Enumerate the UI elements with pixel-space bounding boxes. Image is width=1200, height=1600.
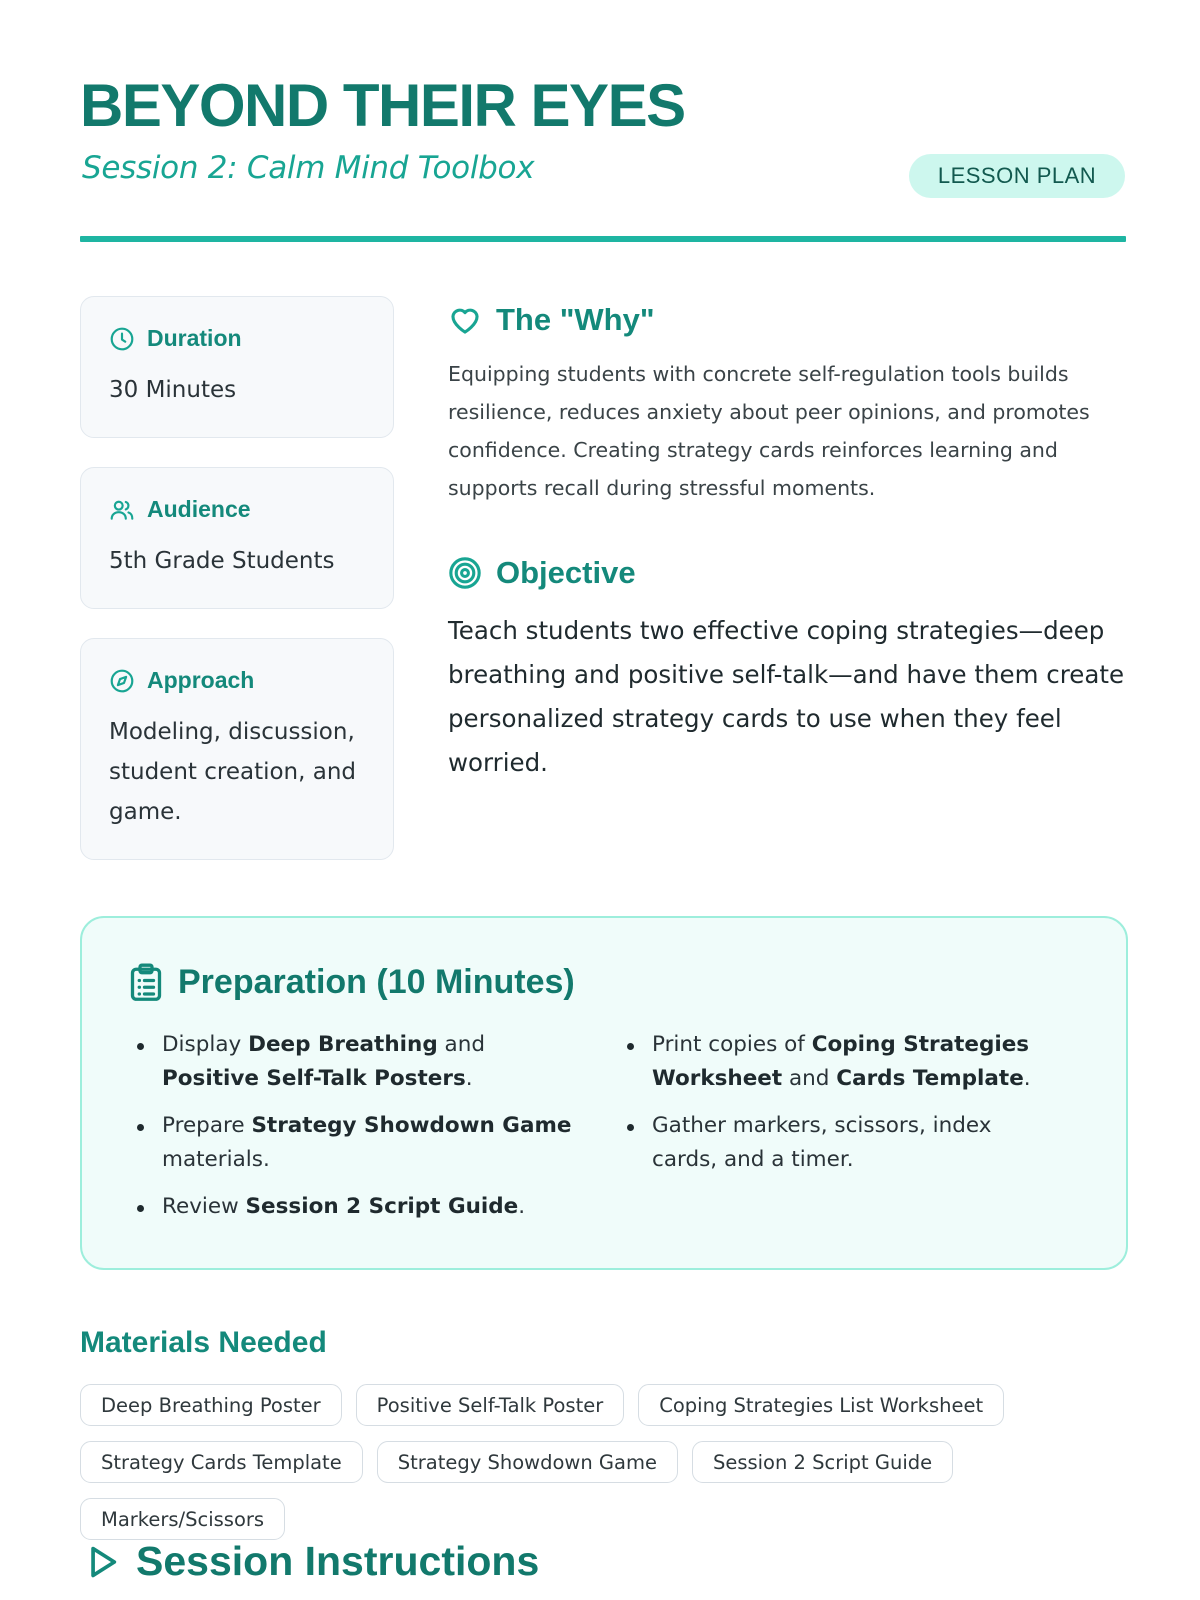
material-chip: Deep Breathing Poster (80, 1384, 342, 1426)
preparation-item: Review Session 2 Script Guide. (132, 1190, 572, 1224)
header-divider (80, 236, 1126, 242)
objective-title: Objective (496, 555, 636, 590)
materials-list (80, 1384, 1140, 1540)
why-title: The "Why" (496, 302, 655, 337)
audience-label: Audience (147, 496, 251, 522)
play-icon (86, 1543, 120, 1581)
why-text: Equipping students with concrete self-regulation tools builds resilience, reduces anxiety about peer opinions, and promotes confidence. Creating strategy cards reinforces learning and supports recall during stressful moments. (448, 362, 1090, 500)
preparation-item: Gather markers, scissors, index cards, and a timer. (622, 1109, 1062, 1177)
preparation-list-right (622, 1028, 1062, 1190)
approach-card (80, 638, 394, 860)
lesson-plan-badge: LESSON PLAN (909, 154, 1125, 198)
heart-icon (448, 303, 482, 337)
session-instructions-heading (86, 1538, 539, 1585)
clipboard-icon (128, 962, 164, 1002)
duration-value: 30 Minutes (109, 377, 237, 403)
preparation-item: Print copies of Coping Strategies Worksheet and Cards Template. (622, 1028, 1062, 1096)
page-title: BEYOND THEIR EYES (80, 72, 685, 139)
preparation-title: Preparation (10 Minutes) (178, 962, 575, 1001)
preparation-item: Display Deep Breathing and Positive Self-Talk Posters. (132, 1028, 572, 1096)
material-chip: Strategy Cards Template (80, 1441, 363, 1483)
audience-value: 5th Grade Students (109, 548, 335, 574)
material-chip: Coping Strategies List Worksheet (638, 1384, 1004, 1426)
compass-icon (109, 668, 135, 694)
clock-icon (109, 326, 135, 352)
why-heading (448, 302, 655, 338)
material-chip: Strategy Showdown Game (377, 1441, 678, 1483)
objective-text: Teach students two effective coping strategies—deep breathing and positive self-talk—and have them create personalized strategy cards to use when they feel worried. (448, 616, 1125, 777)
session-instructions-title: Session Instructions (136, 1538, 540, 1584)
approach-label: Approach (147, 667, 255, 693)
material-chip: Session 2 Script Guide (692, 1441, 953, 1483)
duration-card (80, 296, 394, 438)
audience-card (80, 467, 394, 609)
material-chip: Markers/Scissors (80, 1498, 285, 1540)
preparation-heading (128, 962, 575, 1002)
materials-title: Materials Needed (80, 1326, 327, 1359)
preparation-box (80, 916, 1128, 1270)
duration-label: Duration (147, 325, 242, 351)
approach-value: Modeling, discussion, student creation, and game. (109, 719, 357, 825)
preparation-list-left (132, 1028, 572, 1237)
users-icon (109, 497, 135, 523)
session-subtitle: Session 2: Calm Mind Toolbox (82, 150, 535, 186)
objective-heading (448, 555, 636, 591)
material-chip: Positive Self-Talk Poster (356, 1384, 625, 1426)
target-icon (448, 556, 482, 590)
preparation-item: Prepare Strategy Showdown Game materials. (132, 1109, 572, 1177)
